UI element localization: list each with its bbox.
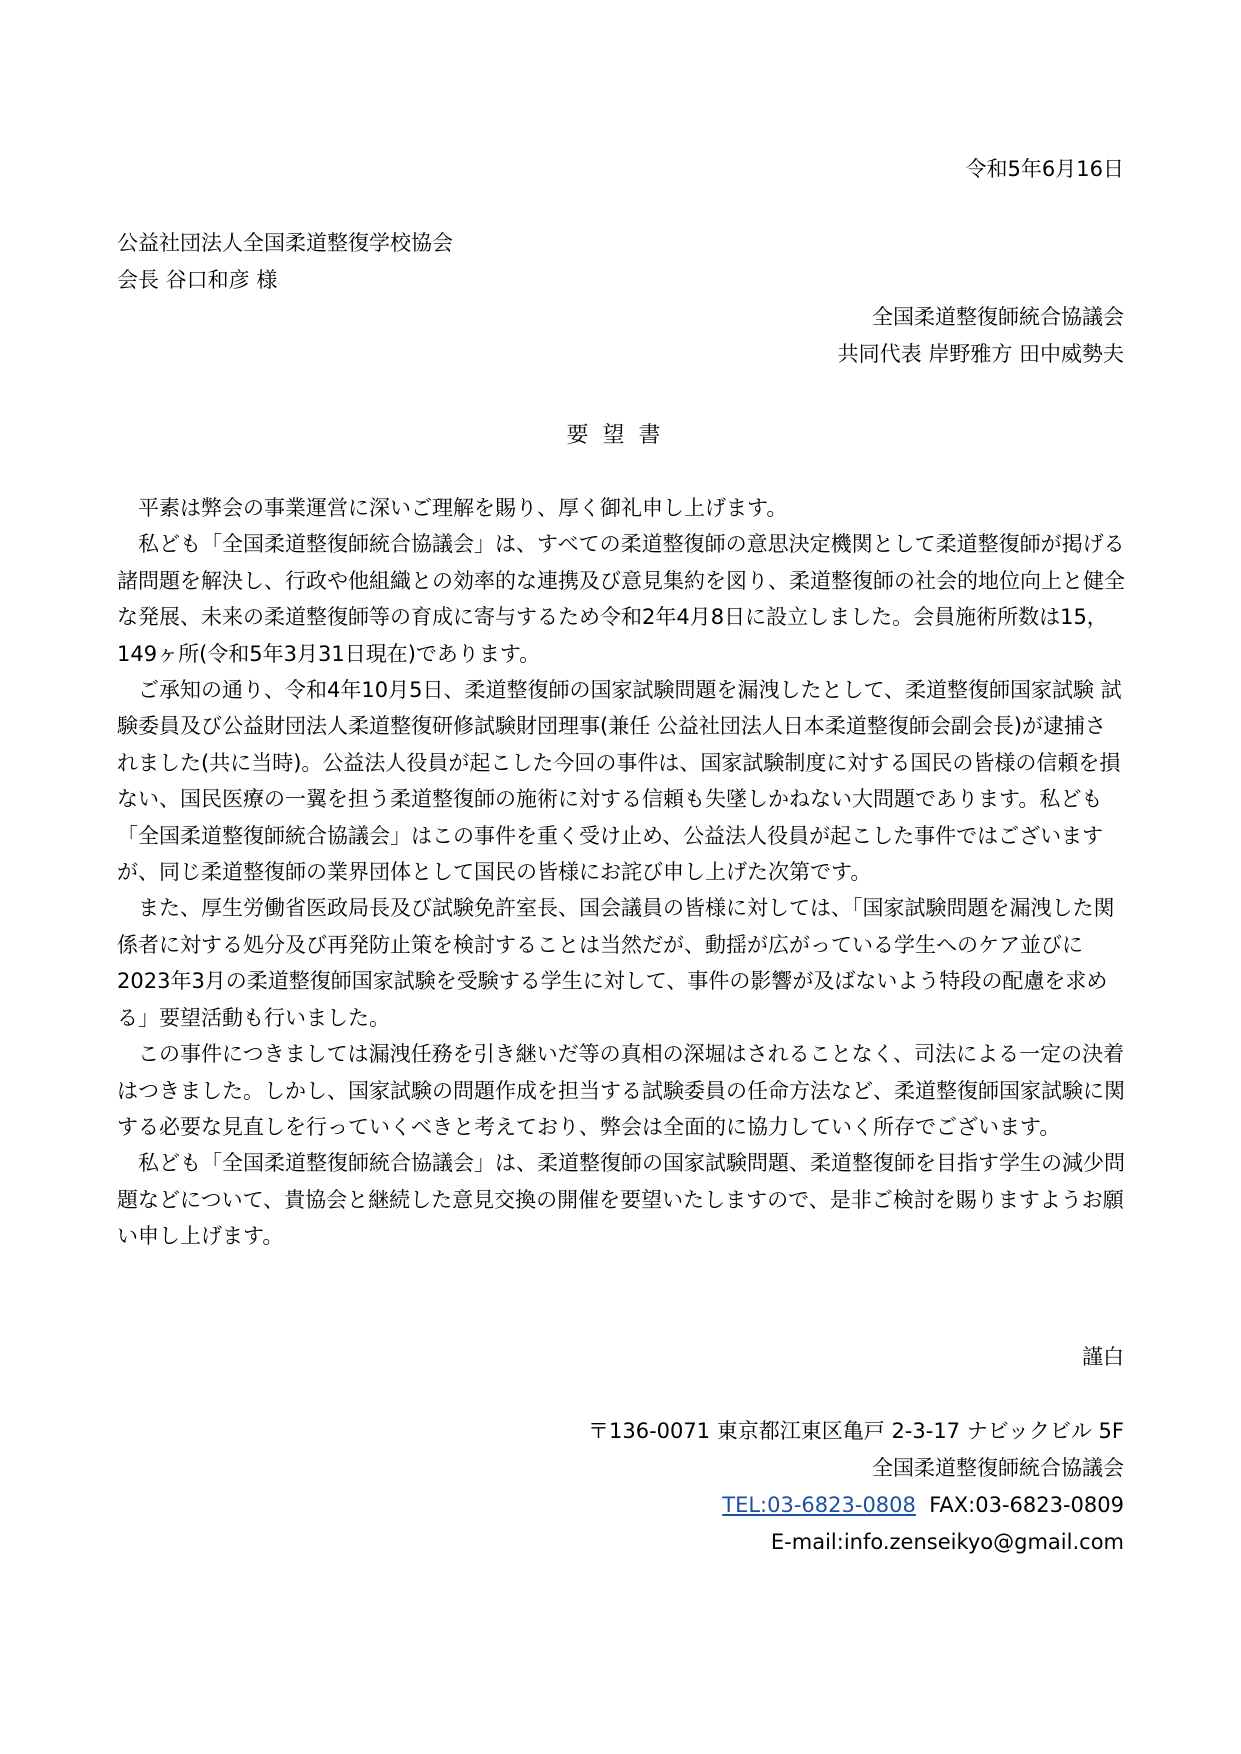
closing-word: 謹白 [1082,1345,1124,1369]
body-paragraph: 私ども「全国柔道整復師統合協議会」は、柔道整復師の国家試験問題、柔道整復師を目指す学生の減少問題などについて、貴協会と継続した意見交換の開催を要望いたしますので、是非ご検討を賜りますようお願い申し上げます。 [117,1151,1125,1249]
document-title: 要望書 [566,423,675,448]
tel-link[interactable]: TEL:03-6823-0808 [722,1493,916,1517]
sender-reps: 共同代表 岸野雅方 田中威勢夫 [837,342,1124,366]
body-paragraph: また、厚生労働省医政局長及び試験免許室長、国会議員の皆様に対しては、「国家試験問題を漏洩した関係者に対する処分及び再発防止策を検討することは当然だが、動揺が広がっている学生へのケア並びに2023年3月の柔道整復師国家試験を受験する学生に対して、事件の影響が及ばないよう特段の配慮を求める」要望活動も行いました。 [117,896,1115,1030]
fax-number: FAX:03-6823-0809 [929,1493,1124,1517]
footer-org: 全国柔道整復師統合協議会 [872,1456,1124,1480]
recipient-person: 会長 谷口和彦 様 [117,268,278,292]
footer-contact [722,1493,1124,1518]
body-paragraph: 平素は弊会の事業運営に深いご理解を賜り、厚く御礼申し上げます。 [138,496,788,520]
letter-body [117,490,1127,1255]
letter-date: 令和5年6月16日 [965,157,1124,181]
sender-org: 全国柔道整復師統合協議会 [872,305,1124,329]
recipient-org: 公益社団法人全国柔道整復学校協会 [117,231,453,255]
body-paragraph: 私ども「全国柔道整復師統合協議会」は、すべての柔道整復師の意思決定機関として柔道整復師が掲げる諸問題を解決し、行政や他組織との効率的な連携及び意見集約を図り、柔道整復師の社会的地位向上と健全な発展、未来の柔道整復師等の育成に寄与するため令和2年4月8日に設立しました。会員施術所数は15，149ヶ所(令和5年3月31日現在)であります。 [117,532,1125,666]
body-paragraph: ご承知の通り、令和4年10月5日、柔道整復師の国家試験問題を漏洩したとして、柔道整復師国家試験 試験委員及び公益財団法人柔道整復研修試験財団理事(兼任 公益社団法人日本柔道整復師会副会長)が逮捕されました(共に当時)。公益法人役員が起こした今回の事件は、国家試験制度に対する国民の皆様の信頼を損ない、国民医療の一翼を担う柔道整復師の施術に対する信頼も失墜しかねない大問題であります。私ども「全国柔道整復師統合協議会」はこの事件を重く受け止め、公益法人役員が起こした事件ではございますが、同じ柔道整復師の業界団体として国民の皆様にお詫び申し上げた次第です。 [117,678,1122,885]
footer-email: E-mail:info.zenseikyo@gmail.com [770,1530,1124,1554]
footer-address: 〒136-0071 東京都江東区亀戸 2-3-17 ナビックビル 5F [587,1419,1124,1443]
body-paragraph: この事件につきましては漏洩任務を引き継いだ等の真相の深堀はされることなく、司法による一定の決着はつきました。しかし、国家試験の問題作成を担当する試験委員の任命方法など、柔道整復師国家試験に関する必要な見直しを行っていくべきと考えており、弊会は全面的に協力していく所存でございます。 [117,1042,1125,1139]
